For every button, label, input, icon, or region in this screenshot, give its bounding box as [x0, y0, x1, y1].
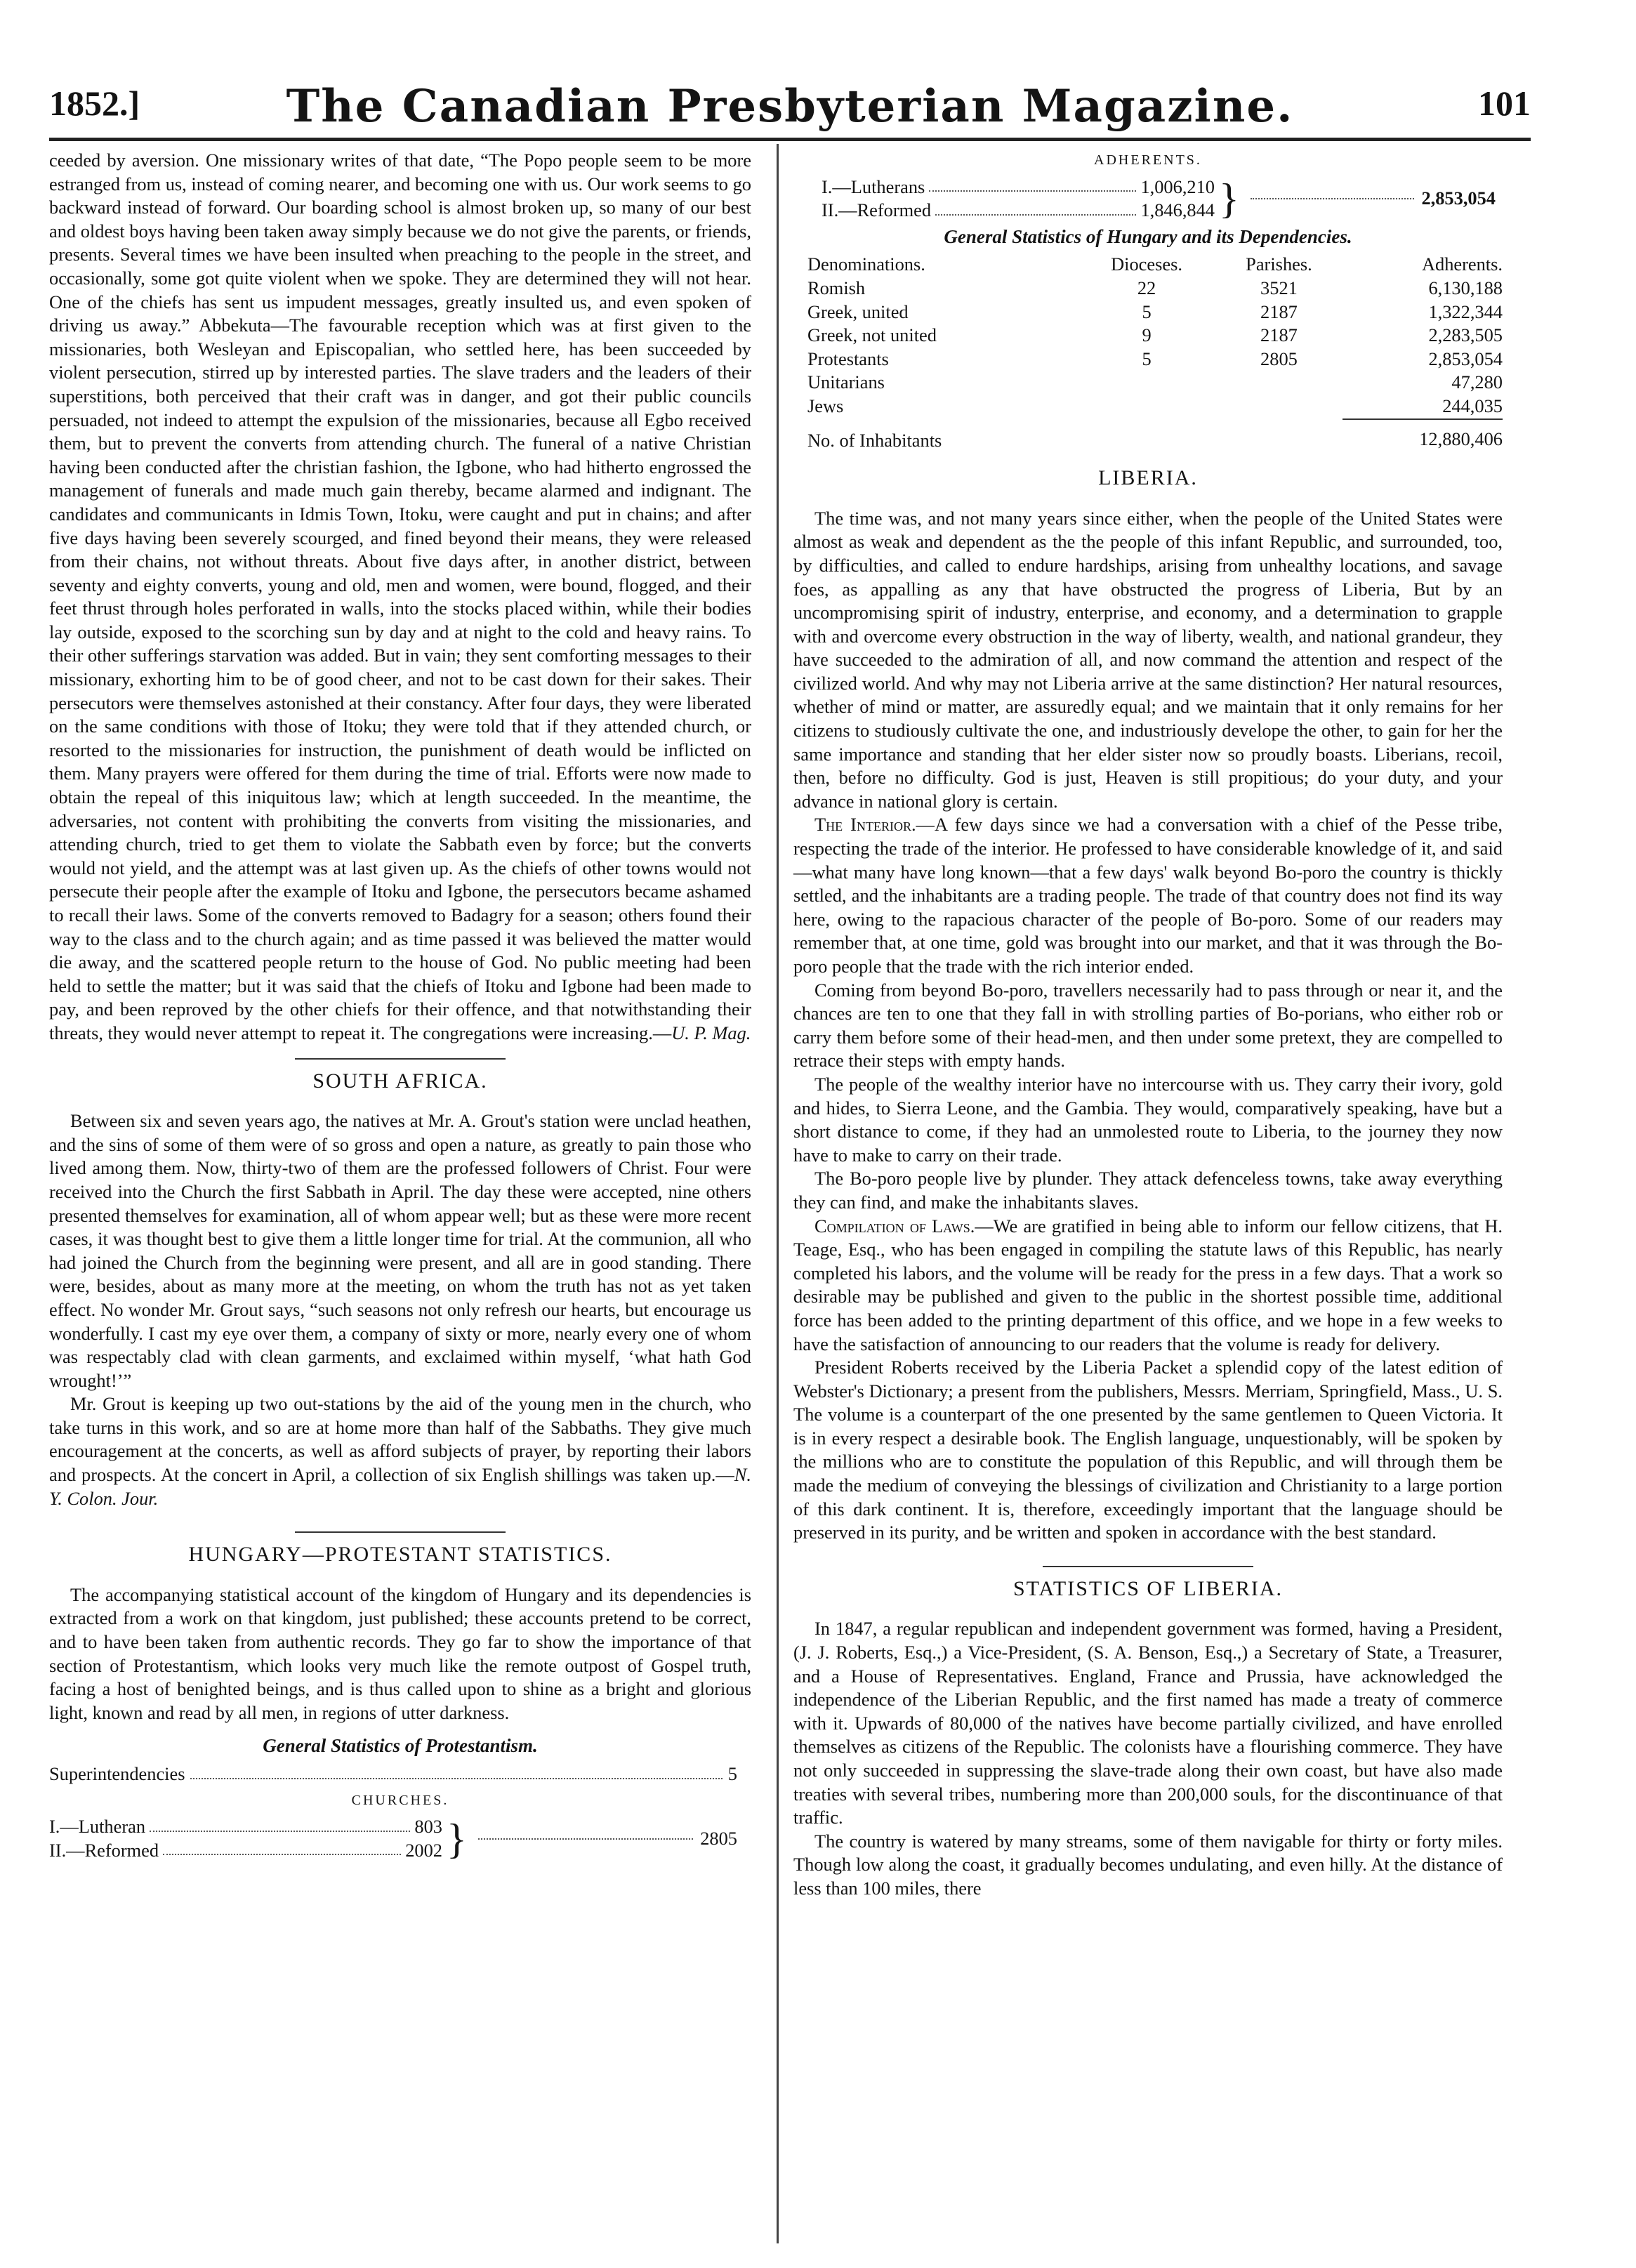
stat-label: II.—Reformed	[822, 199, 932, 221]
column-header: Parishes.	[1246, 253, 1312, 275]
table-cell: 12,880,406	[1343, 419, 1503, 453]
table-header-row	[793, 253, 1503, 277]
table-cell	[1215, 395, 1343, 419]
table-cell	[1078, 371, 1215, 395]
table-cell: 47,280	[1451, 371, 1503, 393]
churches-heading: CHURCHES.	[351, 1792, 449, 1808]
stat-value: 2002	[405, 1839, 442, 1861]
source-signature: U. P. Mag.	[671, 1022, 751, 1043]
table-row	[793, 371, 1503, 395]
protestantism-stats	[49, 1762, 751, 1862]
hungary-stats-table	[793, 253, 1503, 452]
article-paragraph: The country is watered by many streams, some of them navigable for thirty or forty miles. Though low along the coast, it gradually becomes undulating, and even hilly. At the distance of less than 100 miles, there	[793, 1830, 1503, 1899]
section-divider	[1043, 1566, 1253, 1567]
table-cell: Jews	[807, 395, 844, 417]
article-paragraph: In 1847, a regular republican and independent government was formed, having a President, (J. J. Roberts, Esq.,) a Vice-President, (S. A. Benson, Esq.,) a Secretary of State, a Treasurer, and a House of Representatives. England, France and Prussia, have acknowledged the independence of the Liberian Republic, and the first named has made a treaty of commerce with it. Upwards of 80,000 of the natives have become partially civilized, and have enrolled themselves as citizens of the Republic. The colonists have a flourishing commerce. They have not only succeeded in suppressing the slave-trade along their own coast, but have also made treaties with several tribes, numbering more than 200,000 souls, for the discontinuance of that traffic.	[793, 1618, 1503, 1828]
table-cell: 244,035	[1442, 395, 1503, 416]
table-cell: Unitarians	[807, 371, 885, 393]
stat-row	[822, 199, 1215, 223]
column-header: Adherents.	[1421, 253, 1503, 275]
table-cell: 5	[1142, 301, 1152, 322]
stat-row	[49, 1839, 442, 1863]
table-cell: Greek, not united	[807, 324, 937, 346]
stat-label: I.—Lutheran	[49, 1816, 146, 1838]
article-paragraph: The accompanying statistical account of the kingdom of Hungary and its dependencies is extracted from a work on that kingdom, just published; these accounts pretend to be correct, and to have been taken from authentic records. They go far to show the importance of that section of Protestantism, which looks very much like the remote outpost of Gospel truth, facing a host of benighted beings, and is thus called upon to shine as a bright and glorious light, known and read by all men, in regions of utter darkness.	[49, 1583, 751, 1723]
page-number: 101	[1478, 84, 1531, 123]
table-cell	[1215, 371, 1343, 395]
article-paragraph: The Bo-poro people live by plunder. They attack defenceless towns, take away everything they can find, and make the inhabitants slaves.	[793, 1168, 1503, 1213]
stat-label: II.—Reformed	[49, 1839, 159, 1861]
brace-glyph: }	[1219, 176, 1239, 223]
table-caption: General Statistics of Protestantism.	[263, 1735, 538, 1757]
stat-label: I.—Lutherans	[822, 176, 925, 197]
adherents-heading: ADHERENTS.	[1094, 152, 1202, 168]
table-cell	[1078, 395, 1215, 419]
table-row	[793, 277, 1503, 301]
header-rule	[49, 138, 1531, 141]
article-paragraph: The people of the wealthy interior have no intercourse with us. They carry their ivory, gold and hides, to Sierra Leone, and the Gambia. They would, comparatively speaking, have but a short distance to come, if they had an unmolested route to Liberia, to the journey they now have to make to carry on their trade.	[793, 1073, 1503, 1166]
section-heading-south-africa: SOUTH AFRICA.	[312, 1069, 488, 1093]
left-column	[49, 149, 751, 1862]
right-column	[793, 149, 1503, 1901]
table-cell: 6,130,188	[1428, 277, 1503, 298]
column-header: Denominations.	[807, 253, 925, 275]
adherents-block	[793, 176, 1503, 223]
column-divider	[777, 144, 779, 2243]
article-paragraph: ceeded by aversion. One missionary writes of that date, “The Popo people seem to be more estranged from us, instead of coming nearer, and becoming one with us. Our work seems to go backward instead of forward. Our boarding school is almost broken up, so many of our best and oldest boys having been taken away simply because we do not give the parents, or friends, presents. Several times we have been insulted when preaching to the people in the street, and occasionally, some got quite violent when we spoke. They are determined they will not hear. One of the chiefs has sent us impudent messages, greatly insulted us, and even spoken of driving us away.” Abbekuta—The favourable reception which was at first given to the missionaries, both Wesleyan and Episcopalian, who settled here, has been succeeded by violent persecution, stirred up by interested parties. The slave traders and the leaders of their superstitions, both perceived that their craft was in danger, and got their public councils persuaded, not indeed to attempt the expulsion of the missionaries, because all Egbo received them, but to prevent the converts from attending church. The funeral of a native Christian having been conducted after the christian fashion, the Igbone, who had hitherto engrossed the management of funerals and made much gain thereby, became alarmed and indignant. The candidates and communicants in Idmis Town, Itoku, were caught and put in chains; and after five days having been severely scourged, and fined beyond their means, they were released from their chains, not without threats. About five days after, in another district, between seventy and eighty converts, young and old, men and women, were bound, flogged, and their feet thrust through holes perforated in walls, into the stocks placed within, while their bodies lay outside, exposed to the scorching sun by day and at night to the cold and heavy rains. To their other sufferings starvation was added. But in vain; they sent comforting messages to their missionary, exhorting him to be of good cheer, and not to be cast down for their sakes. Their persecutors were themselves astonished at their constancy. After four days, they were liberated on the same conditions with those of Itoku; they were told that if they attended church, or resorted to the missionaries for instruction, the punishment of death would be inflicted on them. Many prayers were offered for them during the time of trial. Efforts were now made to obtain the repeal of this iniquitous law; which at length succeeded. In the meantime, the adversaries, not content with prohibiting the converts from visiting the missionaries, and attending church, tried to get them to violate the Sabbath even by force; but the converts would not yield, and the attempt was at last given up. As the chiefs of other towns would not persecute their people after the example of Itoku and Igbone, the persecutors became ashamed to recall their laws. Some of the converts removed to Badagry for a season; others found their way to the class and to the church again; and as time passed it was believed the matter would die away, and the scattered people return to the house of God. No public meeting had been held to settle the matter; but it was said that the chiefs of Itoku and Igbone had been made to pay, and been reproved by the other chiefs for their offence, and that notwithstanding their threats, they would never attempt to repeat it. The congregations were increasing.—U. P. Mag.	[49, 150, 751, 1043]
source-signature: N. Y. Colon. Jour.	[49, 1464, 751, 1509]
table-cell: 2,853,054	[1428, 348, 1503, 369]
table-row	[793, 348, 1503, 371]
section-heading-liberia: LIBERIA.	[1098, 466, 1198, 490]
header-year: 1852.]	[49, 84, 140, 123]
table-cell: Greek, united	[807, 301, 909, 322]
article-paragraph: Coming from beyond Bo-poro, travellers necessarily had to pass through or near it, and the chances are ten to one that they fall in with strolling parties of Bo-porians, who either rob or carry them before some of their head-men, and then under some pretext, they are compelled to retrace their steps with empty hands.	[793, 979, 1503, 1072]
run-in-heading: Compilation of Laws.	[814, 1215, 975, 1237]
section-heading-statistics-liberia: STATISTICS OF LIBERIA.	[1012, 1576, 1284, 1600]
table-row	[793, 301, 1503, 324]
article-paragraph: Between six and seven years ago, the natives at Mr. A. Grout's station were unclad heathen, and the sins of some of them were of so gross and open a nature, as greatly to pain those who lived among them. Now, thirty-two of them are the professed followers of Christ. Four were received into the Church the first Sabbath in April. The day these were accepted, nine others presented themselves for examination, all of whom appear well; but as these were more recent cases, it was thought best to give them a little longer time for trial. At the communion, all who had joined the Church from the beginning were present, and all are in good standing. There were, besides, about as many more at the meeting, on whom the truth has not as yet taken effect. No wonder Mr. Grout says, “such seasons not only refresh our hearts, but encourage us wonderfully. I cast my eye over them, a company of sixty or more, nearly every one of whom was respectably clad with clean garments, and exclaimed within myself, ‘what hath God wrought!’”	[49, 1110, 751, 1391]
stat-value: 1,006,210	[1140, 176, 1215, 197]
stat-total: 2805	[700, 1827, 737, 1849]
section-divider	[295, 1058, 506, 1060]
stat-row	[49, 1762, 751, 1786]
run-in-heading: The Interior.	[814, 814, 916, 836]
header-title: The Canadian Presbyterian Magazine.	[286, 80, 1294, 133]
article-paragraph: The time was, and not many years since either, when the people of the United States were almost as weak and dependent as the the people of this infant Republic, and surrounded, too, by difficulties, and called to endure hardships, arising from unhealthy locations, and savage foes, as appalling as any that have obstructed the progress of Liberia, But by an uncompromising spirit of industry, enterprise, and economy, and a determination to grapple with and overcome every obstruction in the way of liberty, wealth, and national grandeur, they have succeeded to the admiration of all, and now command the attention and respect of the civilized world. And why may not Liberia arrive at the same distinction? Her natural resources, whether of mind or matter, are assuredly equal; and we maintain that it only remains for her citizens to studiously cultivate the one, and industriously develope the other, to gain for her the same importance and standing that her elder sister now so proudly boasts. Liberians, recoil, then, before no difficulty. God is just, Heaven is still propitious; do your duty, and your advance in national glory is certain.	[793, 507, 1503, 812]
stat-label: Superintendencies	[49, 1763, 185, 1784]
section-heading-hungary: HUNGARY—PROTESTANT STATISTICS.	[188, 1543, 612, 1567]
churches-block	[49, 1815, 751, 1862]
table-cell: 2187	[1260, 301, 1298, 322]
article-paragraph: Mr. Grout is keeping up two out-stations by the aid of the young men in the church, who take turns in this work, and so are at home more than half of the Sabbaths. They give much encouragement at the concerts, as well as afford subjects of prayer, by reporting their labors and prospects. At the concert in April, a collection of six English shillings was taken up.—N. Y. Colon. Jour.	[49, 1393, 751, 1509]
table-caption: General Statistics of Hungary and its Dependencies.	[944, 225, 1352, 247]
section-divider	[295, 1531, 506, 1533]
table-cell: No. of Inhabitants	[807, 429, 942, 451]
article-paragraph: The Interior.—A few days since we had a conversation with a chief of the Pesse tribe, respecting the trade of the interior. He professed to have considerable knowledge of it, and said—what many have long known—that a few days' walk beyond Bo-poro the country is thickly settled, and the inhabitants are a trading people. The trade of that country does not find its way here, owing to the rapacious character of the people of Bo-poro. Some of our readers may remember that, at one time, gold was brought into our market, and that it was through the Bo-poro people that the trade with the rich interior ended.	[793, 814, 1503, 977]
page-header	[49, 80, 1531, 133]
table-cell: Romish	[807, 277, 866, 298]
table-cell: Protestants	[807, 348, 889, 369]
stat-row	[822, 176, 1215, 199]
article-paragraph: Compilation of Laws.—We are gratified in being able to inform our fellow citizens, that H. Teage, Esq., who has been engaged in compiling the statute laws of this Republic, has nearly completed his labors, and the volume will be ready for the press in a few days. That a work so desirable may be published and given to the public in the shortest possible time, additional force has been added to the printing department of this office, and we hope in a few weeks to have the satisfaction of announcing to our readers that the volume is ready for delivery.	[793, 1215, 1503, 1354]
table-row	[793, 324, 1503, 348]
stat-value: 5	[727, 1763, 737, 1784]
table-cell: 1,322,344	[1428, 301, 1503, 322]
column-header: Dioceses.	[1111, 253, 1182, 275]
table-cell: 3521	[1260, 277, 1298, 298]
stat-value: 803	[414, 1816, 442, 1838]
table-cell: 22	[1137, 277, 1156, 298]
stat-value: 1,846,844	[1140, 199, 1215, 221]
stat-total: 2,853,054	[1421, 187, 1496, 209]
table-cell: 9	[1142, 324, 1152, 346]
table-cell: 5	[1142, 348, 1152, 369]
table-total-row	[793, 419, 1503, 453]
table-cell: 2187	[1260, 324, 1298, 346]
stat-row	[49, 1815, 442, 1839]
brace-glyph: }	[447, 1815, 467, 1862]
article-paragraph: President Roberts received by the Liberia Packet a splendid copy of the latest edition of Webster's Dictionary; a present from the publishers, Messrs. Merriam, Springfield, Mass., U. S. The volume is a counterpart of the one presented by the same gentlemen to Queen Victoria. It is in every respect a desirable book. The English language, unquestionably, will be spoken by the millions who are to constitute the population of this Republic, and will through them be made the medium of conveying the blessings of civilization and Christianity to a large portion of this dark continent. It is, therefore, exceedingly important that the language should be preserved in its purity, and be written and spoken in accordance with the best standard.	[793, 1357, 1503, 1543]
table-row	[793, 395, 1503, 419]
table-cell: 2805	[1260, 348, 1298, 369]
table-cell: 2,283,505	[1428, 324, 1503, 346]
